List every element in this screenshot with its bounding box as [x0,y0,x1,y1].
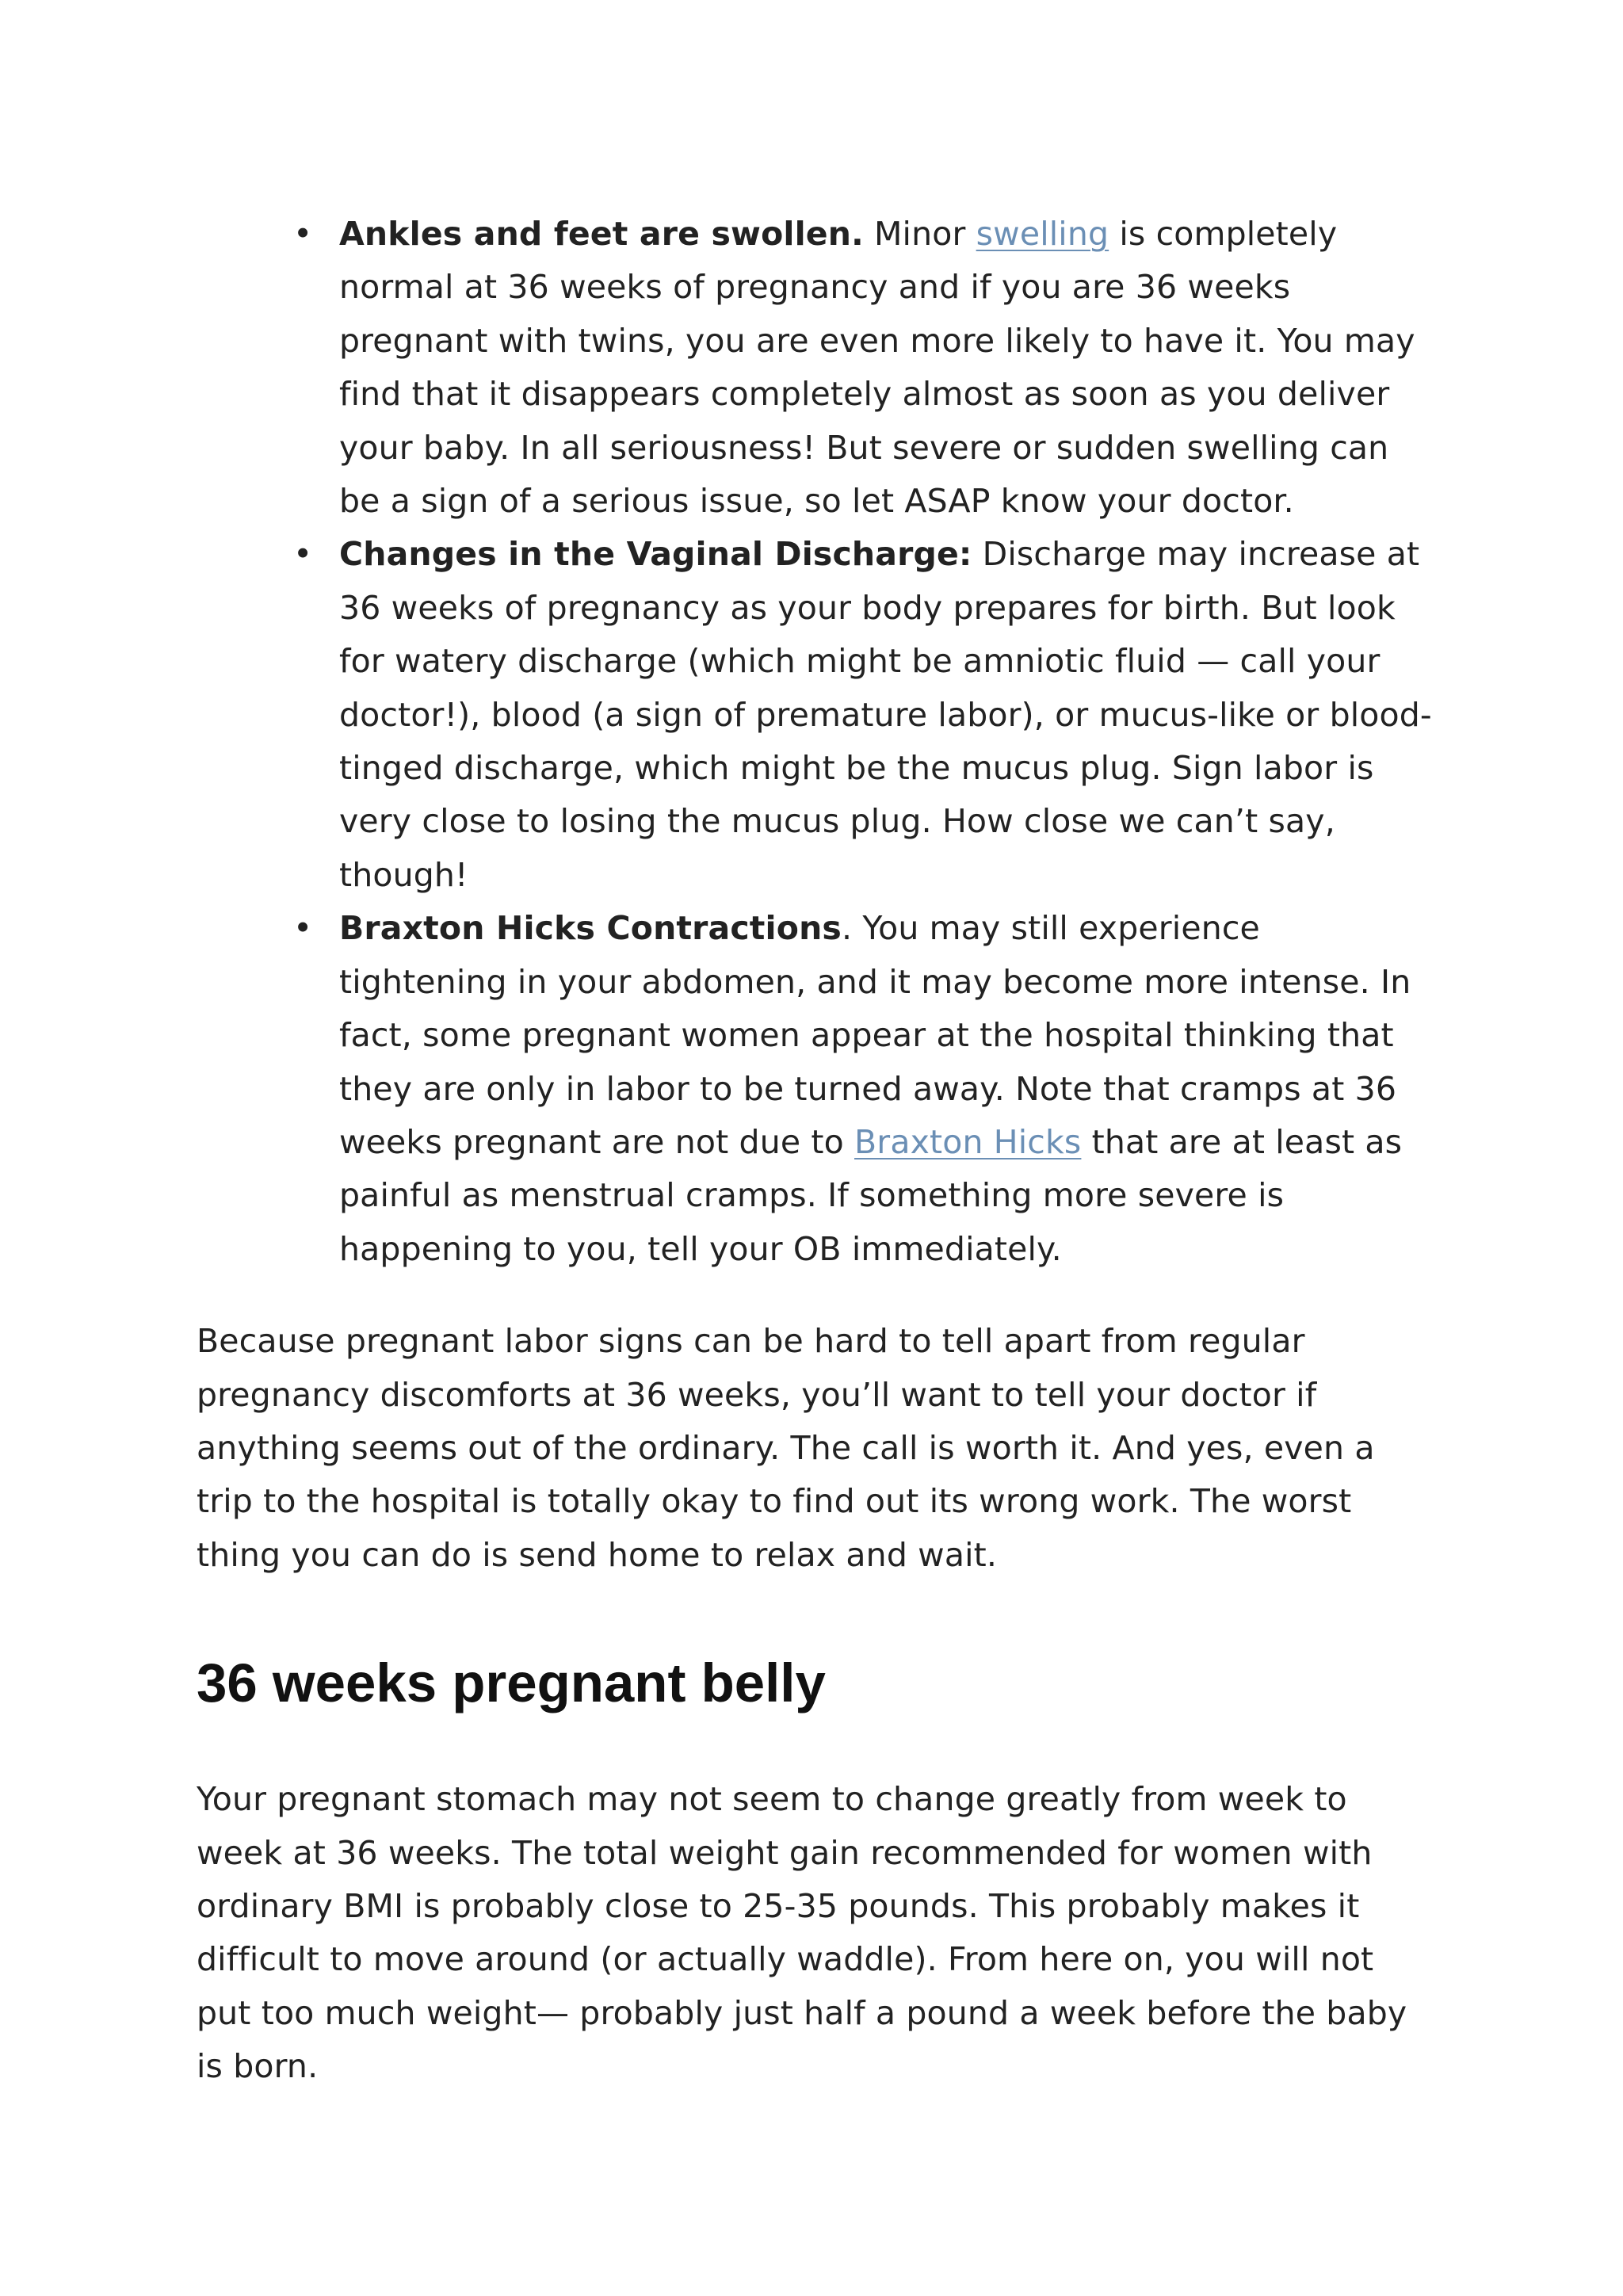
symptom-list [197,208,1433,1276]
braxton-hicks-link[interactable]: Braxton Hicks [854,1122,1082,1161]
list-item-text: Minor [863,215,976,253]
list-item-text: . You may still experience tightening in your abdomen, and it may become more intense. In fact, some pregnant women appear at the hospital thinking that they are only in labor to be turned away. Note that cramps at 36 weeks pregnant are not due to [339,909,1411,1161]
labor-signs-paragraph: Because pregnant labor signs can be hard to tell apart from regular pregnancy discomforts at 36 weeks, you’ll want to tell your doctor if anything seems out of the ordinary. The call is worth it. And yes, even a trip to the hospital is totally okay to find out its wrong work. The worst thing you can do is send home to relax and wait. [197,1322,1375,1574]
section-heading: 36 weeks pregnant belly [197,1652,826,1714]
list-item-swelling [293,208,1433,528]
swelling-link[interactable]: swelling [976,215,1109,253]
bullet-icon: • [293,215,313,253]
bullet-icon: • [293,909,313,948]
bullet-icon: • [293,535,313,574]
list-item-braxton-hicks [293,902,1433,1276]
article-body [197,208,1433,2094]
list-item-title: Changes in the Vaginal Discharge: [339,535,972,574]
list-item-text: is completely normal at 36 weeks of pregnancy and if you are 36 weeks pregnant with twins, you are even more likely to have it. You may find that it disappears completely almost as soon as you deliver your baby. In all seriousness! But severe or sudden swelling can be a sign of a serious issue, so let ASAP know your doctor. [339,215,1415,521]
list-item-text: Discharge may increase at 36 weeks of pregnancy as your body prepares for birth. But look for watery discharge (which might be amniotic fluid — call your doctor!), blood (a sign of premature labor), or mucus-like or blood-tinged discharge, which might be the mucus plug. Sign labor is very close to losing the mucus plug. How close we can’t say, though! [339,535,1432,894]
list-item-title: Braxton Hicks Contractions [339,909,842,948]
list-item-title: Ankles and feet are swollen. [339,215,864,253]
list-item-discharge [293,528,1433,902]
belly-paragraph: Your pregnant stomach may not seem to change greatly from week to week at 36 weeks. The total weight gain recommended for women with ordinary BMI is probably close to 25-35 pounds. This probably makes it difficult to move around (or actually waddle). From here on, you will not put too much weight— probably just half a pound a week before the baby is born. [197,1780,1407,2086]
list-item-text: that are at least as painful as menstrual cramps. If something more severe is happening to you, tell your OB immediately. [339,1122,1403,1268]
